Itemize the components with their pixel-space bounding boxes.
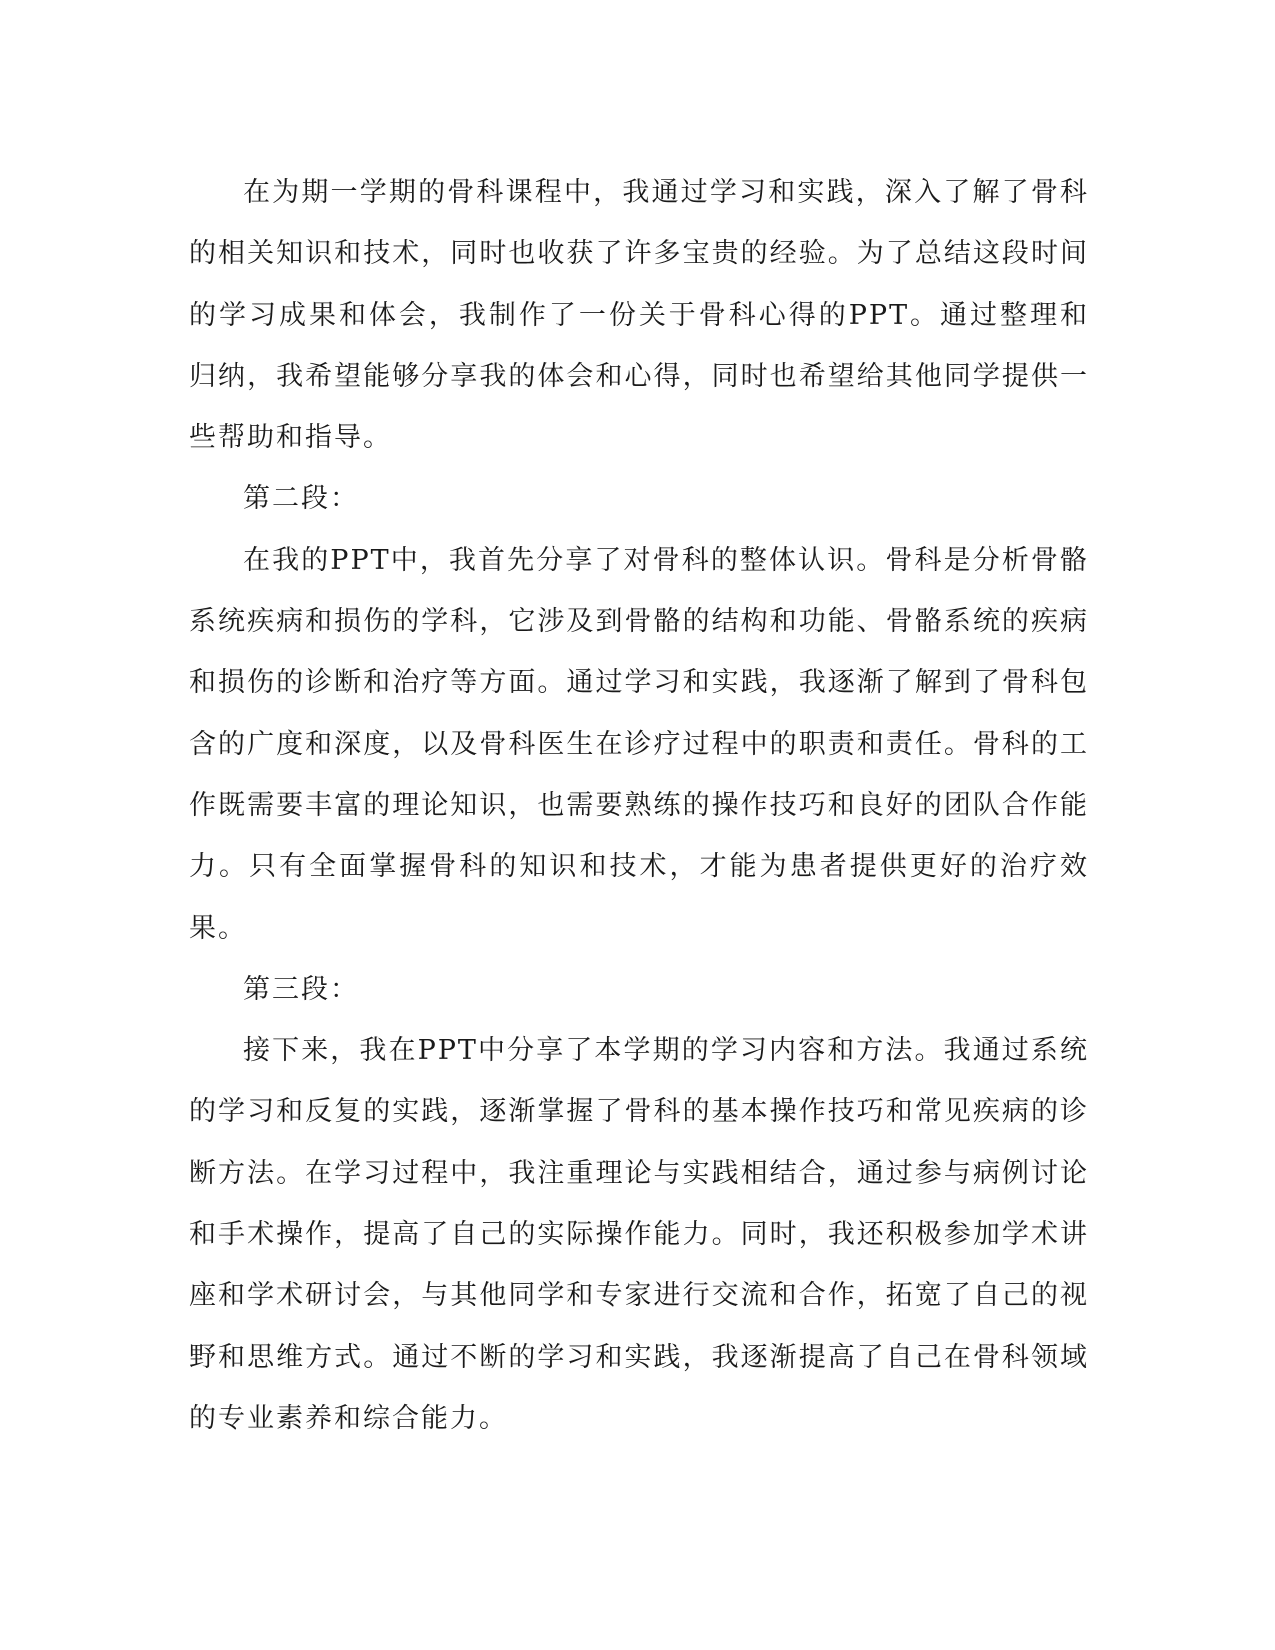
- paragraph-intro: 在为期一学期的骨科课程中，我通过学习和实践，深入了解了骨科的相关知识和技术，同时也收获了许多宝贵的经验。为了总结这段时间的学习成果和体会，我制作了一份关于骨科心得的PPT。通过整理和归纳，我希望能够分享我的体会和心得，同时也希望给其他同学提供一些帮助和指导。: [189, 177, 1089, 454]
- paragraph-section-2: 在我的PPT中，我首先分享了对骨科的整体认识。骨科是分析骨骼系统疾病和损伤的学科，它涉及到骨骼的结构和功能、骨骼系统的疾病和损伤的诊断和治疗等方面。通过学习和实践，我逐渐了解到了骨科包含的广度和深度，以及骨科医生在诊疗过程中的职责和责任。骨科的工作既需要丰富的理论知识，也需要熟练的操作技巧和良好的团队合作能力。只有全面掌握骨科的知识和技术，才能为患者提供更好的治疗效果。: [189, 544, 1089, 944]
- paragraph-section-3: 接下来，我在PPT中分享了本学期的学习内容和方法。我通过系统的学习和反复的实践，逐渐掌握了骨科的基本操作技巧和常见疾病的诊断方法。在学习过程中，我注重理论与实践相结合，通过参与病例讨论和手术操作，提高了自己的实际操作能力。同时，我还积极参加学术讲座和学术研讨会，与其他同学和专家进行交流和合作，拓宽了自己的视野和思维方式。通过不断的学习和实践，我逐渐提高了自己在骨科领域的专业素养和综合能力。: [189, 1035, 1089, 1434]
- section-heading-3: 第三段：: [243, 973, 359, 1005]
- document-body: [189, 162, 1089, 1449]
- section-heading-2: 第二段：: [243, 483, 359, 515]
